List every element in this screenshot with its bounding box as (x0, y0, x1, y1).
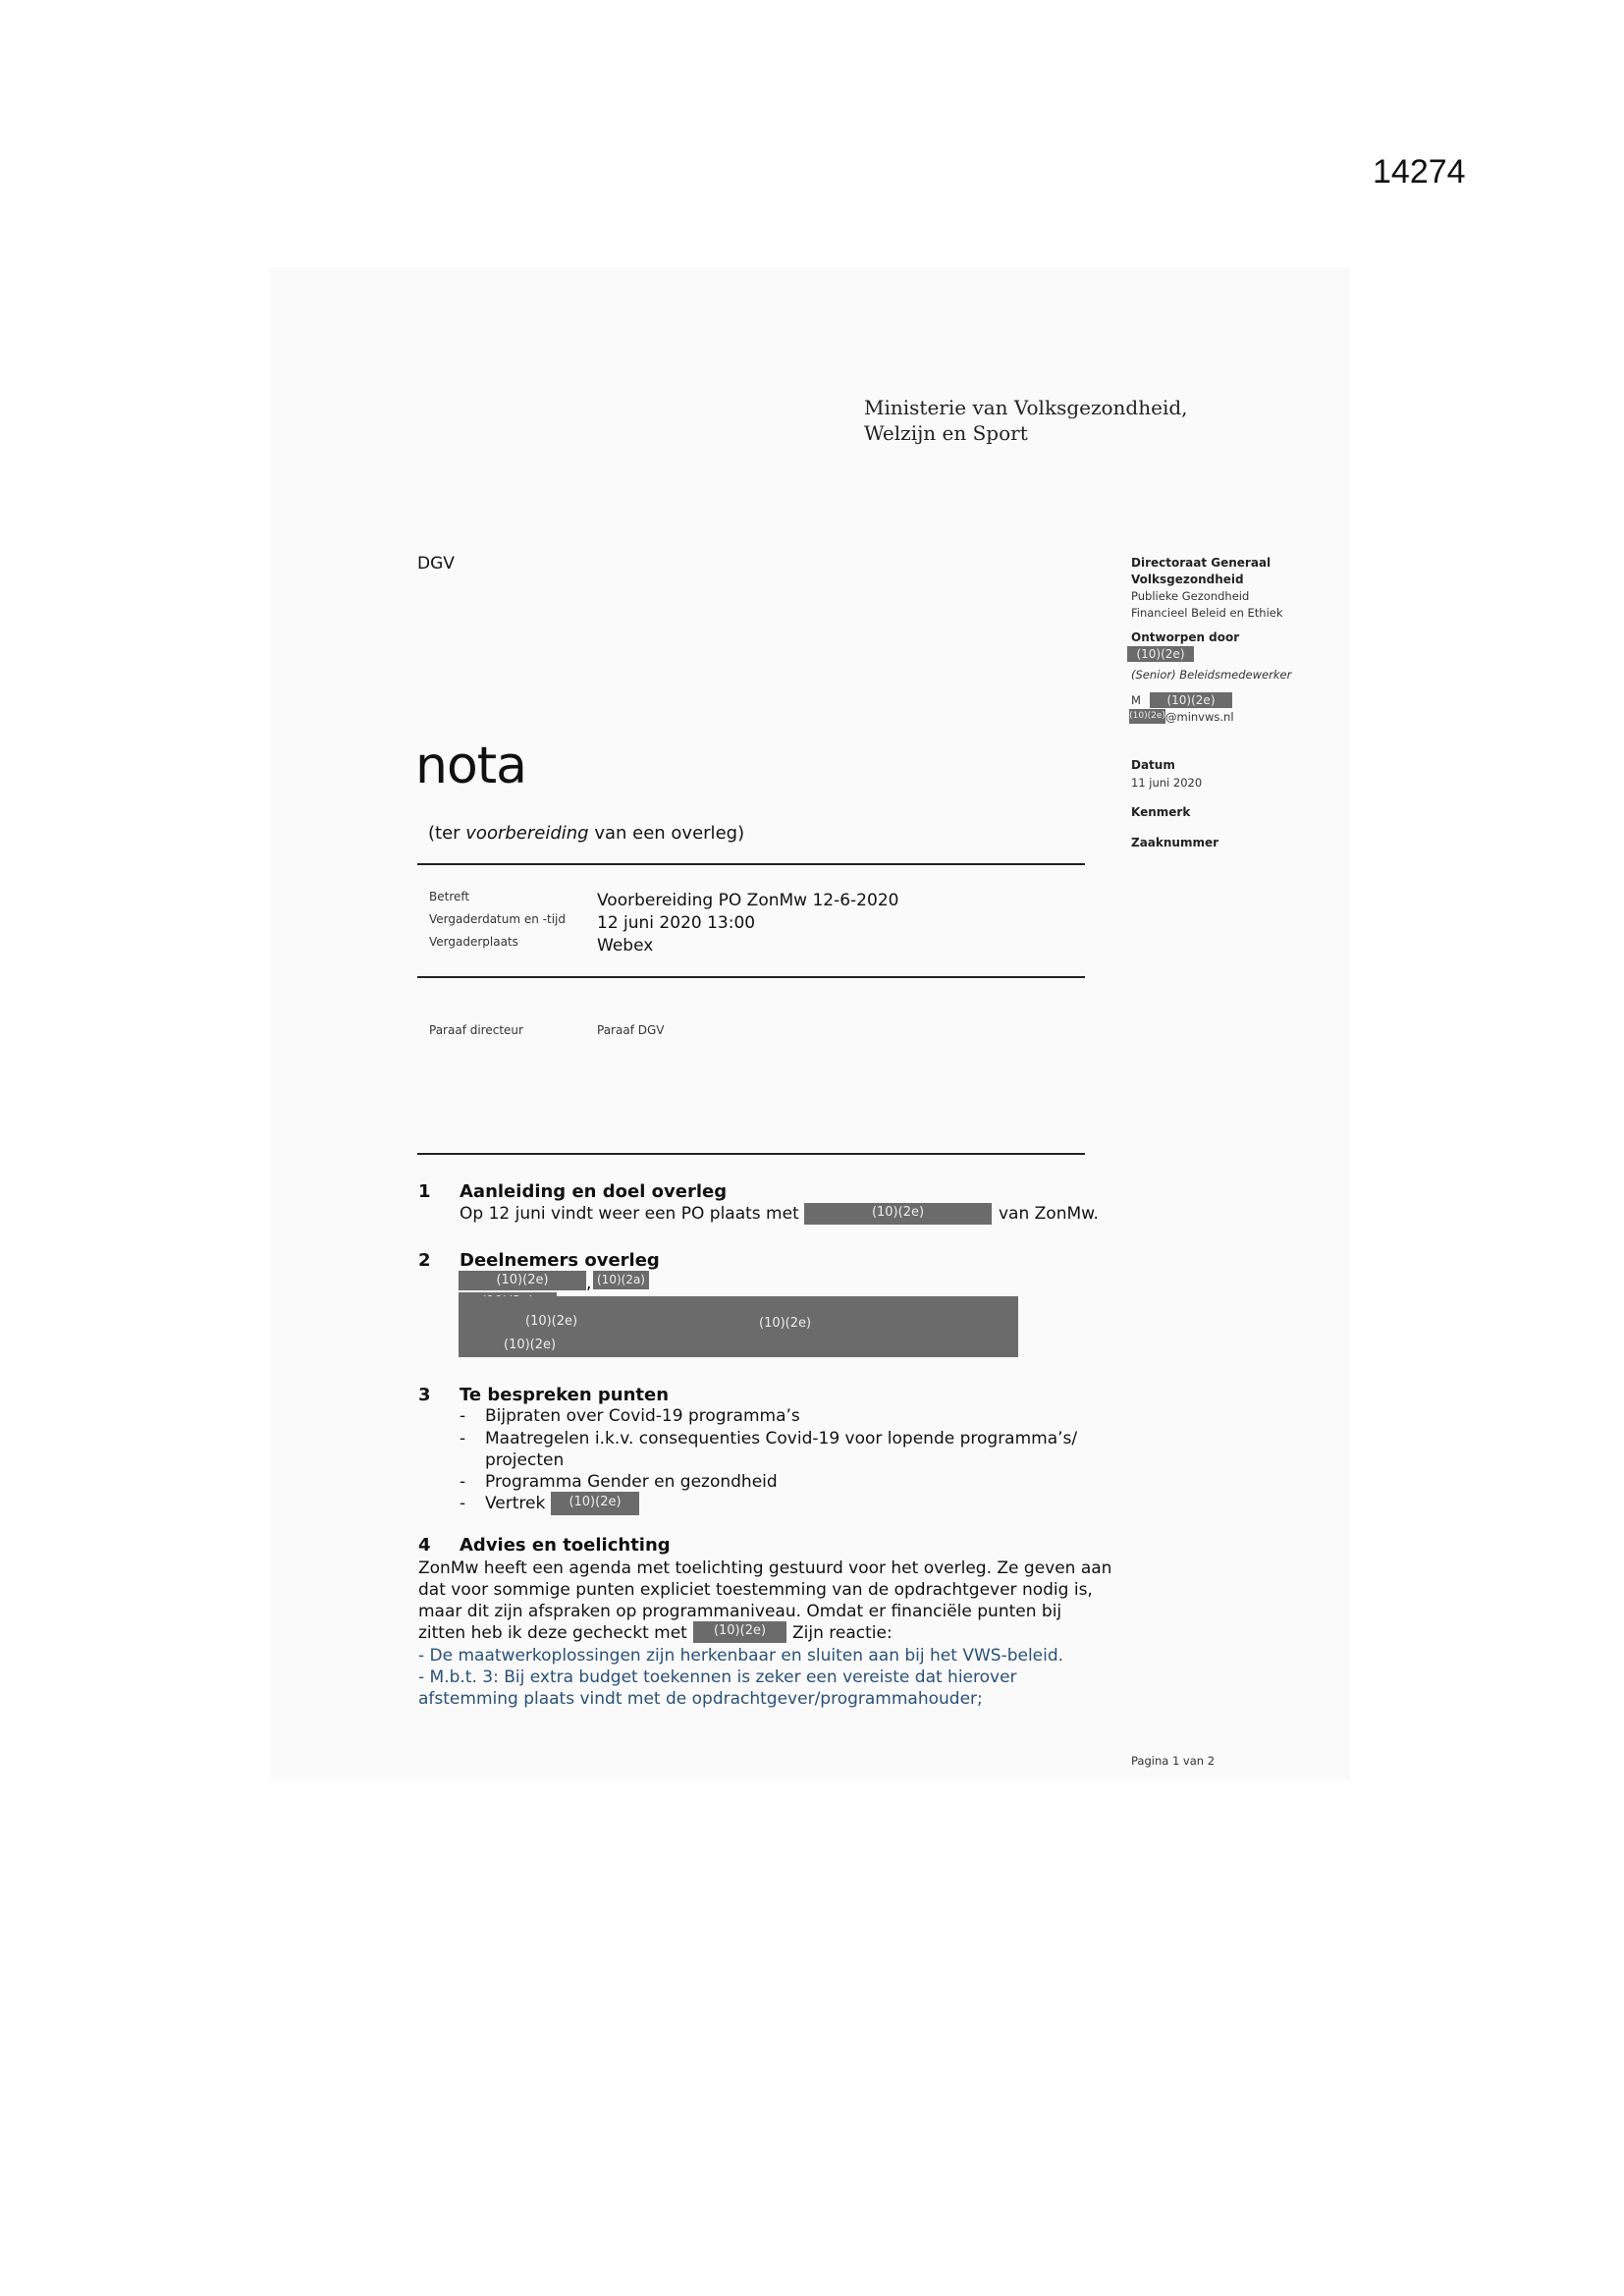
ministry-line-1: Ministerie van Volksgezondheid, (864, 396, 1188, 419)
section-3-title: Te bespreken punten (460, 1385, 670, 1405)
reply-line-2: - M.b.t. 3: Bij extra budget toekennen is zeker een vereiste dat hierover (418, 1667, 1017, 1687)
sidebar-datum-label: Datum (1131, 758, 1175, 772)
section-2-title: Deelnemers overleg (460, 1250, 660, 1271)
redaction-box: (10)(2e) (693, 1621, 786, 1643)
paraaf-dgv: Paraaf DGV (597, 1023, 665, 1037)
reply-line-1: - De maatwerkoplossingen zijn herkenbaar en sluiten aan bij het VWS-beleid. (418, 1646, 1064, 1666)
label-datum: Vergaderdatum en -tijd (429, 912, 566, 926)
sidebar-zaaknummer: Zaaknummer (1131, 836, 1219, 849)
redaction-box: (10)(2e) (1150, 692, 1232, 708)
redaction-box: (10)(2e) (459, 1271, 586, 1290)
sidebar-dept-1: Publieke Gezondheid (1131, 589, 1250, 603)
sidebar-role: (Senior) Beleidsmedewerker (1131, 668, 1292, 682)
list-item: Maatregelen i.k.v. consequenties Covid-19 voor lopende programma’s/ (485, 1429, 1078, 1449)
redaction-label: (10)(2e) (504, 1338, 557, 1352)
ministry-logo-text (864, 395, 1188, 446)
section-1-title: Aanleiding en doel overleg (460, 1181, 728, 1202)
list-bullet: - (460, 1406, 466, 1426)
section-1-text-end: van ZonMw. (999, 1204, 1099, 1224)
section-4-title: Advies en toelichting (460, 1535, 671, 1556)
section-4-line-4-end: Zijn reactie: (792, 1623, 893, 1643)
redaction-box: (10)(2e) (804, 1203, 992, 1225)
section-4-line-3: maar dit zijn afspraken op programmaniveau. Omdat er financiële punten bij (418, 1602, 1062, 1621)
divider (417, 863, 1085, 865)
section-1-text: Op 12 juni vindt weer een PO plaats met (460, 1204, 799, 1224)
section-3-number: 3 (418, 1385, 431, 1405)
section-4-line-2: dat voor sommige punten expliciet toestemming van de opdrachtgever nodig is, (418, 1580, 1093, 1600)
document-number: 14274 (1373, 153, 1466, 191)
list-bullet: - (460, 1494, 466, 1513)
value-datum: 12 juni 2020 13:00 (597, 913, 756, 933)
label-betreft: Betreft (429, 890, 470, 903)
sidebar-datum: 11 juni 2020 (1131, 776, 1203, 790)
redaction-box: (10)(2a) (593, 1271, 649, 1289)
list-item: Bijpraten over Covid-19 programma’s (485, 1406, 800, 1426)
redaction-block (459, 1296, 1018, 1357)
redaction-box: (10)(2e) (1127, 646, 1194, 662)
sidebar-ontworpen: Ontworpen door (1131, 630, 1240, 644)
page-footer: Pagina 1 van 2 (1131, 1754, 1216, 1768)
divider (417, 976, 1085, 978)
value-plaats: Webex (597, 936, 654, 956)
comma: , (586, 1274, 592, 1293)
section-4-number: 4 (418, 1535, 431, 1556)
list-item-continued: projecten (485, 1450, 565, 1470)
redaction-box: (10)(2e) (551, 1492, 639, 1515)
subtitle-post: van een overleg) (588, 823, 745, 844)
label-plaats: Vergaderplaats (429, 935, 518, 949)
section-4-line-1: ZonMw heeft een agenda met toelichting gestuurd voor het overleg. Ze geven aan (418, 1558, 1112, 1578)
redaction-label: (10)(2e) (759, 1316, 812, 1331)
list-item: Programma Gender en gezondheid (485, 1472, 778, 1492)
list-item: Vertrek (485, 1494, 546, 1513)
sidebar-dept-2: Financieel Beleid en Ethiek (1131, 606, 1283, 620)
value-betreft: Voorbereiding PO ZonMw 12-6-2020 (597, 891, 899, 910)
document-subtitle (428, 823, 744, 844)
recipient: DGV (417, 554, 455, 574)
document-title: nota (415, 737, 527, 795)
section-4-line-4: zitten heb ik deze gecheckt met (418, 1623, 687, 1643)
sidebar-m: M (1131, 693, 1141, 707)
redaction-label: (10)(2e) (525, 1314, 578, 1329)
section-2-number: 2 (418, 1250, 431, 1271)
sidebar-org-2: Volksgezondheid (1131, 573, 1244, 586)
sidebar-email-suffix: @minvws.nl (1165, 710, 1234, 724)
ministry-line-2: Welzijn en Sport (864, 421, 1028, 445)
reply-line-3: afstemming plaats vindt met de opdrachtgever/programmahouder; (418, 1689, 983, 1709)
redaction-box: (10)(2e) (1129, 709, 1165, 724)
section-1-number: 1 (418, 1181, 431, 1202)
subtitle-emphasis: voorbereiding (465, 823, 589, 844)
sidebar-org-1: Directoraat Generaal (1131, 556, 1272, 570)
subtitle-pre: (ter (428, 823, 466, 844)
list-bullet: - (460, 1429, 466, 1449)
divider (417, 1153, 1085, 1155)
list-bullet: - (460, 1472, 466, 1492)
paraaf-directeur: Paraaf directeur (429, 1023, 523, 1037)
sidebar-kenmerk: Kenmerk (1131, 805, 1191, 819)
